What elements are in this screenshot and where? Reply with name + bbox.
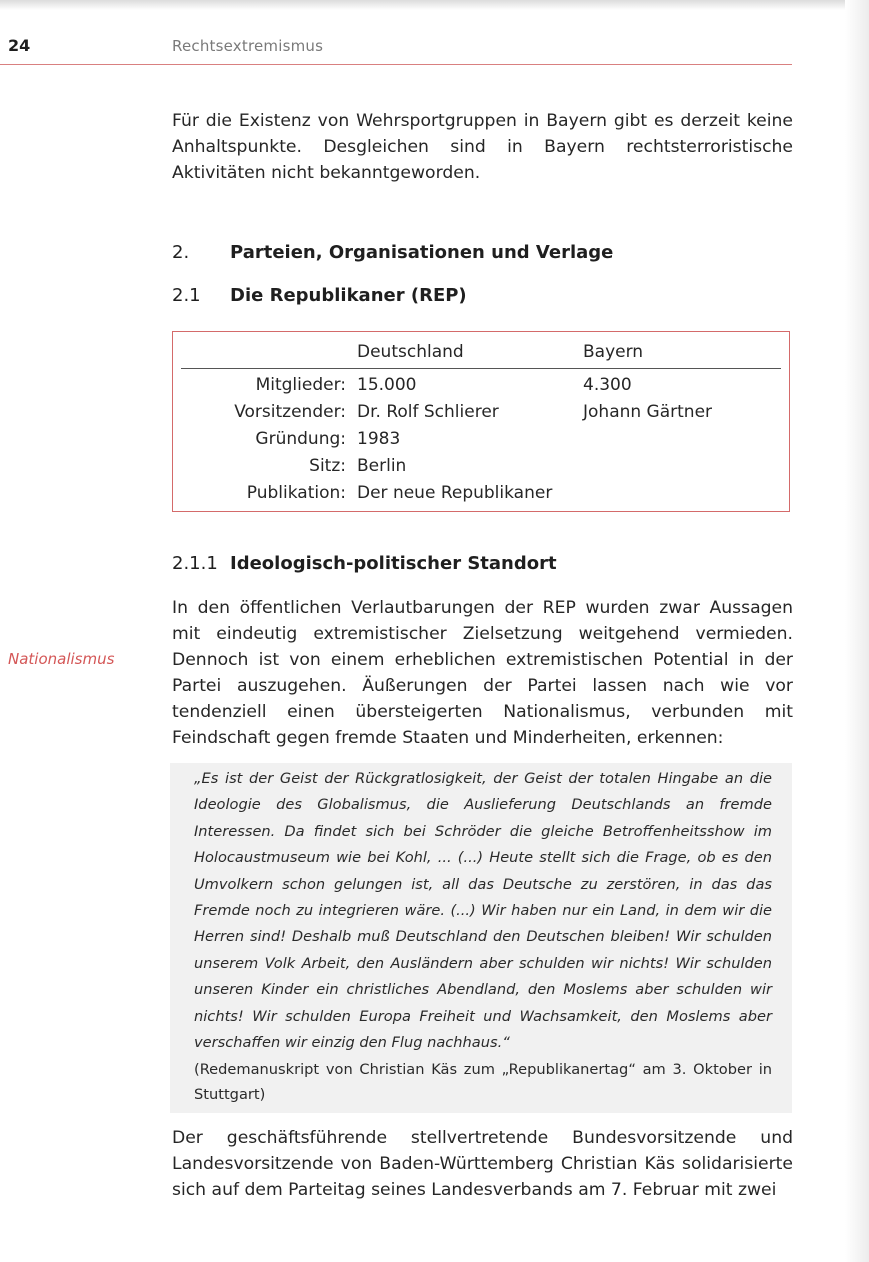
section-number: 2.1.1 xyxy=(172,553,218,574)
section-number: 2.1 xyxy=(172,285,201,306)
germany-value: Der neue Republikaner xyxy=(357,483,553,503)
section-heading-2-1 xyxy=(172,285,467,306)
row-label: Gründung: xyxy=(255,429,346,449)
table-row-publication xyxy=(173,480,791,507)
column-header-bavaria: Bayern xyxy=(583,342,644,362)
table-row-founded xyxy=(173,426,791,453)
section-title: Parteien, Organisationen und Verlage xyxy=(230,242,614,263)
row-label: Sitz: xyxy=(309,456,346,476)
standort-paragraph: In den öffentlichen Verlautbarungen der REP wurden zwar Aussagen mit eindeutig extremistischer Zielsetzung weitgehend vermieden. Dennoch ist von einem erheblichen extremistischen Potential in der Partei auszugehen. Äußerungen der Partei lassen nach wie vor tendenziell einen übersteigerten Nationalismus, verbunden mit Feindschaft gegen fremde Staaten und Minderheiten, erkennen: xyxy=(172,598,793,748)
quote-source: (Redemanuskript von Christian Käs zum „Republikanertag“ am 3. Oktober in Stuttgart) xyxy=(194,1061,772,1103)
section-number: 2. xyxy=(172,242,190,263)
germany-value: Dr. Rolf Schlierer xyxy=(357,402,499,422)
page-right-shadow xyxy=(845,0,869,1262)
party-info-table xyxy=(172,331,790,512)
germany-value: Berlin xyxy=(357,456,407,476)
page-number: 24 xyxy=(8,36,31,55)
section-title: Ideologisch-politischer Standort xyxy=(230,553,557,574)
header-rule xyxy=(0,64,792,65)
quote-text: „Es ist der Geist der Rückgratlosigkeit, der Geist der totalen Hingabe an die Ideologie des Globalismus, die Auslieferung Deutschlands an fremde Interessen. Da findet sich bei Schröder die gleiche Betroffenheitsshow im Holocaustmuseum wie bei Kohl, ... (...) Heute stellt sich die Frage, ob es den Umvolkern schon gelungen ist, all das Deutsche zu zerstören, in das das Fremde noch zu integrieren wäre. (...) Wir haben nur ein Land, in dem wir die Herren sind! Deshalb muß Deutschland den Deutschen bleiben! Wir schulden unserem Volk Arbeit, den Ausländern aber schulden wir nichts! Wir schulden unseren Kinder ein christliches Abendland, den Moslems aber schulden wir nichts! Wir schulden Europa Freiheit und Wachsamkeit, den Moslems aber verschaffen wir einzig den Flug nachhaus.“ xyxy=(194,770,772,1052)
row-label: Vorsitzender: xyxy=(234,402,346,422)
germany-value: 1983 xyxy=(357,429,401,449)
margin-note: Nationalismus xyxy=(8,650,115,668)
running-title: Rechtsextremismus xyxy=(172,37,324,55)
bavaria-value: Johann Gärtner xyxy=(583,402,713,422)
bavaria-value: 4.300 xyxy=(583,375,632,395)
section-title: Die Republikaner (REP) xyxy=(230,285,467,306)
page-top-shadow xyxy=(0,0,869,10)
section-heading-2-1-1 xyxy=(172,553,557,574)
germany-value: 15.000 xyxy=(357,375,417,395)
table-row-members xyxy=(173,372,791,399)
closing-paragraph: Der geschäftsführende stellvertretende Bundesvorsitzende und Landesvorsitzende von Baden-Württemberg Christian Käs solidarisierte sich auf dem Parteitag seines Landesverbands am 7. Februar mit zwei xyxy=(172,1128,793,1200)
table-header-rule xyxy=(181,368,781,369)
section-heading-2 xyxy=(172,242,613,263)
table-row-chairman xyxy=(173,399,791,426)
row-label: Mitglieder: xyxy=(255,375,346,395)
column-header-germany: Deutschland xyxy=(357,342,464,362)
table-row-seat xyxy=(173,453,791,480)
row-label: Publikation: xyxy=(246,483,346,503)
intro-paragraph: Für die Existenz von Wehrsportgruppen in Bayern gibt es derzeit keine Anhaltspunkte. Desgleichen sind in Bayern rechtsterroristische Aktivitäten nicht bekanntgeworden. xyxy=(172,111,793,183)
